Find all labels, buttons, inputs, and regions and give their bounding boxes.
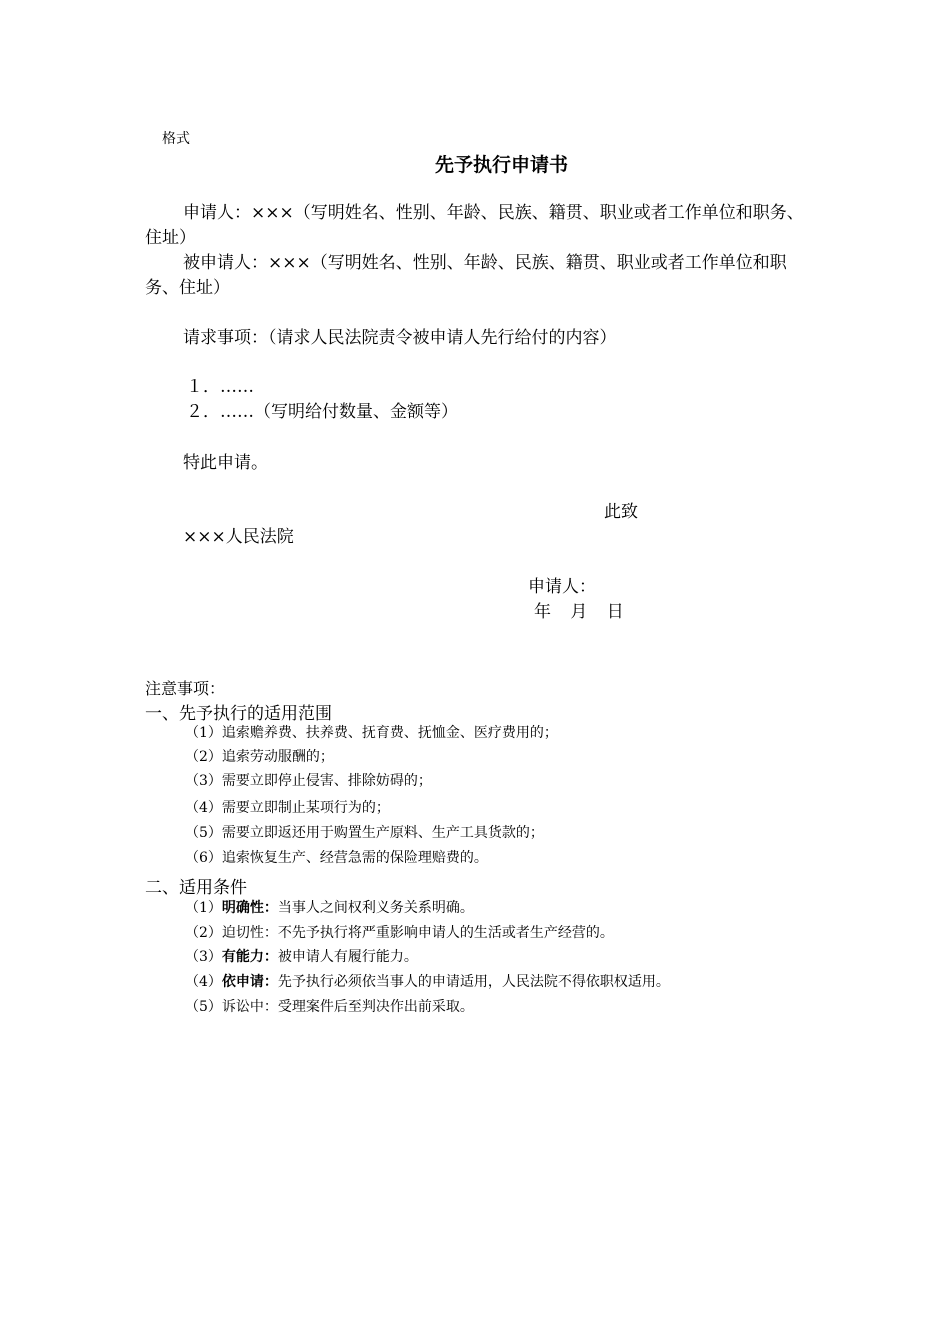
item-number: （4） [185, 974, 222, 990]
respondent-line-2: 务、住址） [145, 278, 230, 298]
item-text: 受理案件后至判决作出前采取。 [277, 999, 474, 1015]
section-2-item-capability [185, 945, 418, 969]
item-text: 被申请人有履行能力。 [277, 949, 418, 965]
item-term: 明确性： [221, 900, 278, 916]
section-1-title: 一、先予执行的适用范围 [145, 704, 332, 724]
item-text: 当事人之间权利义务关系明确。 [277, 900, 474, 916]
item-number: （1） [185, 900, 222, 916]
applicant-line-2: 住址） [145, 228, 196, 248]
item-term: 诉讼中： [221, 999, 278, 1015]
item-text: 不先予执行将严重影响申请人的生活或者生产经营的。 [277, 925, 614, 941]
closing-text: 特此申请。 [183, 453, 268, 473]
request-item-1: １．…… [186, 377, 254, 397]
section-1-item: （5）需要立即返还用于购置生产原料、生产工具货款的； [185, 825, 544, 841]
notes-heading: 注意事项： [145, 679, 226, 698]
request-item-2: ２．……（写明给付数量、金额等） [186, 402, 458, 422]
document-title: 先予执行申请书 [435, 154, 569, 176]
section-1-item: （2）追索劳动服酬的； [185, 749, 334, 765]
respondent-line-1: 被申请人：×××（写明姓名、性别、年龄、民族、籍贯、职业或者工作单位和职 [183, 253, 787, 273]
request-label: 请求事项： [183, 328, 268, 348]
item-number: （5） [185, 999, 222, 1015]
signature-date-line: 年 月 日 [534, 602, 624, 622]
signature-applicant-label: 申请人： [528, 577, 596, 597]
request-line [183, 326, 617, 351]
item-text: 先予执行必须依当事人的申请适用，人民法院不得依职权适用。 [277, 974, 670, 990]
item-term: 迫切性： [221, 925, 278, 941]
item-term: 依申请： [221, 974, 278, 990]
section-2-item-application [185, 970, 670, 994]
section-1-item: （1）追索赡养费、扶养费、抚育费、抚恤金、医疗费用的； [185, 725, 558, 741]
item-number: （2） [185, 925, 222, 941]
section-1-item: （6）追索恢复生产、经营急需的保险理赔费的。 [185, 850, 488, 866]
section-1-item: （3）需要立即停止侵害、排除妨碍的； [185, 773, 432, 789]
court-name: ×××人民法院 [183, 527, 294, 547]
applicant-line-1: 申请人：×××（写明姓名、性别、年龄、民族、籍贯、职业或者工作单位和职务、 [183, 203, 804, 223]
section-2-item-litigation [185, 995, 474, 1019]
section-2-title: 二、适用条件 [145, 878, 247, 898]
format-label: 格式 [162, 131, 190, 147]
item-term: 有能力： [221, 949, 278, 965]
section-1-item: （4）需要立即制止某项行为的； [185, 800, 390, 816]
section-2-item-urgency [185, 921, 614, 945]
section-2-item-definiteness [185, 896, 474, 920]
request-content: （请求人民法院责令被申请人先行给付的内容） [268, 328, 617, 348]
item-number: （3） [185, 949, 222, 965]
salutation: 此致 [604, 502, 638, 522]
